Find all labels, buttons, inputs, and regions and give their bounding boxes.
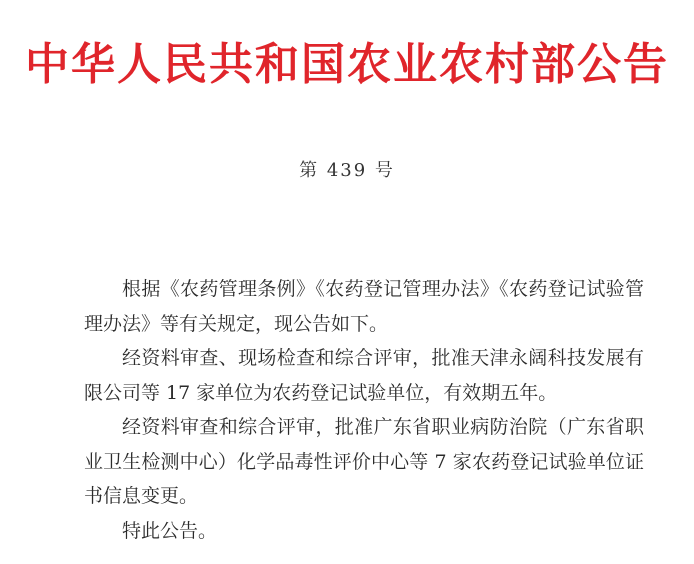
paragraph-closing: 特此公告。 (122, 519, 218, 542)
announcement-title: 中华人民共和国农业农村部公告 (25, 39, 669, 90)
announcement-number: 第 439 号 (299, 160, 395, 181)
paragraph-approval: 经资料审查、现场检查和综合评审，批准天津永阔科技发展有限公司等 17 家单位为农药登记试验单位，有效期五年。 (84, 347, 644, 404)
announcement-body (84, 272, 644, 548)
paragraph-legal-basis: 根据《农药管理条例》《农药登记管理办法》《农药登记试验管理办法》等有关规定，现公告如下。 (84, 278, 644, 335)
paragraph-certificate-change: 经资料审查和综合评审，批准广东省职业病防治院（广东省职业卫生检测中心）化学品毒性评价中心等 7 家农药登记试验单位证书信息变更。 (84, 416, 644, 507)
